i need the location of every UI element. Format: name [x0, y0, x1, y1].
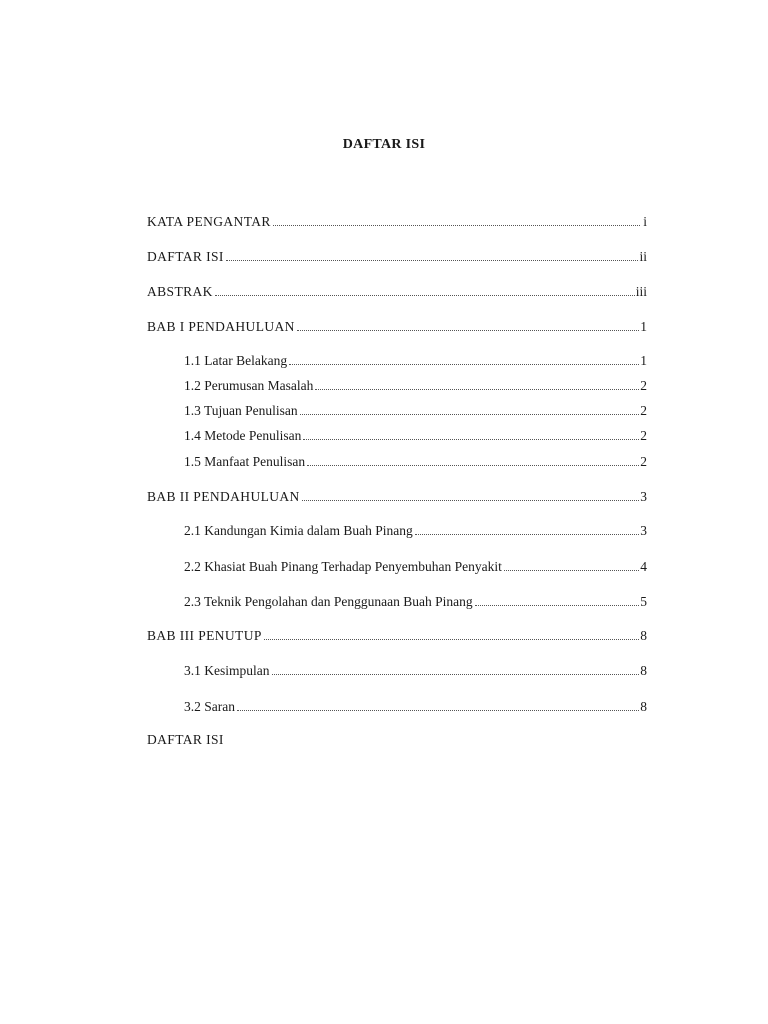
toc-entry-label: 1.1 Latar Belakang [184, 353, 288, 368]
toc-entry-1-2 [184, 376, 647, 394]
toc-entry-page: 2 [640, 403, 647, 418]
toc-entry-label: 2.1 Kandungan Kimia dalam Buah Pinang [184, 523, 413, 538]
dot-leader [300, 401, 640, 415]
toc-entry-2-2 [184, 557, 647, 575]
toc-entry-1-4 [184, 426, 647, 444]
toc-entry-page: 1 [640, 353, 647, 368]
toc-entry-label: 1.5 Manfaat Penulisan [184, 454, 306, 469]
toc-entry-1-1 [184, 351, 647, 369]
dot-leader [226, 247, 639, 261]
toc-entry-page: 2 [640, 454, 647, 469]
toc-entry-page: 2 [640, 378, 647, 393]
dot-leader [315, 376, 639, 390]
toc-entry-page: iii [635, 284, 647, 299]
toc-entry-bab-2 [147, 487, 647, 505]
toc-entry-label: BAB II PENDAHULUAN [147, 489, 300, 504]
toc-entry-label: 1.2 Perumusan Masalah [184, 378, 314, 393]
toc-entry-final: DAFTAR ISI [147, 732, 224, 747]
dot-leader [215, 282, 635, 296]
toc-entry-3-2 [184, 697, 647, 715]
toc-entry-label: DAFTAR ISI [147, 249, 224, 264]
toc-entry-label: 1.3 Tujuan Penulisan [184, 403, 298, 418]
toc-entry-bab-1 [147, 317, 647, 335]
toc-entry-label: KATA PENGANTAR [147, 214, 271, 229]
dot-leader [264, 626, 639, 640]
toc-entry-label: 3.1 Kesimpulan [184, 663, 270, 678]
toc-entry-abstrak [147, 282, 647, 300]
dot-leader [504, 557, 639, 571]
dot-leader [415, 521, 640, 535]
toc-entry-page: 8 [640, 663, 647, 678]
toc-entry-page: 8 [640, 628, 647, 643]
toc-entry-page: i [643, 214, 647, 229]
toc-entry-label: 1.4 Metode Penulisan [184, 428, 302, 443]
toc-entry-kata-pengantar [147, 212, 647, 230]
toc-entry-page: 3 [640, 523, 647, 538]
toc-entry-page: 3 [640, 489, 647, 504]
toc-entry-daftar-isi [147, 247, 647, 265]
toc-entry-1-3 [184, 401, 647, 419]
dot-leader [303, 426, 639, 440]
toc-entry-2-1 [184, 521, 647, 539]
toc-entry-label: 3.2 Saran [184, 699, 235, 714]
toc-entry-page: 1 [640, 319, 647, 334]
toc-entry-label: 2.2 Khasiat Buah Pinang Terhadap Penyembuhan Penyakit [184, 559, 502, 574]
toc-entry-1-5 [184, 452, 647, 470]
dot-leader [289, 351, 639, 365]
dot-leader [272, 661, 640, 675]
dot-leader [302, 487, 640, 501]
toc-entry-bab-3 [147, 626, 647, 644]
page-title: DAFTAR ISI [342, 137, 426, 152]
toc-entry-page: ii [639, 249, 647, 264]
toc-entry-label: ABSTRAK [147, 284, 213, 299]
toc-entry-page: 5 [640, 594, 647, 609]
toc-entry-2-3 [184, 592, 647, 610]
toc-entry-label: BAB I PENDAHULUAN [147, 319, 295, 334]
dot-leader [273, 212, 640, 226]
toc-entry-3-1 [184, 661, 647, 679]
dot-leader [297, 317, 639, 331]
toc-entry-page: 4 [640, 559, 647, 574]
toc-entry-page: 8 [640, 699, 647, 714]
toc-entry-label: BAB III PENUTUP [147, 628, 262, 643]
dot-leader [475, 592, 640, 606]
toc-entry-label: 2.3 Teknik Pengolahan dan Penggunaan Buah Pinang [184, 594, 473, 609]
dot-leader [237, 697, 639, 711]
toc-entry-page: 2 [640, 428, 647, 443]
dot-leader [307, 452, 639, 466]
